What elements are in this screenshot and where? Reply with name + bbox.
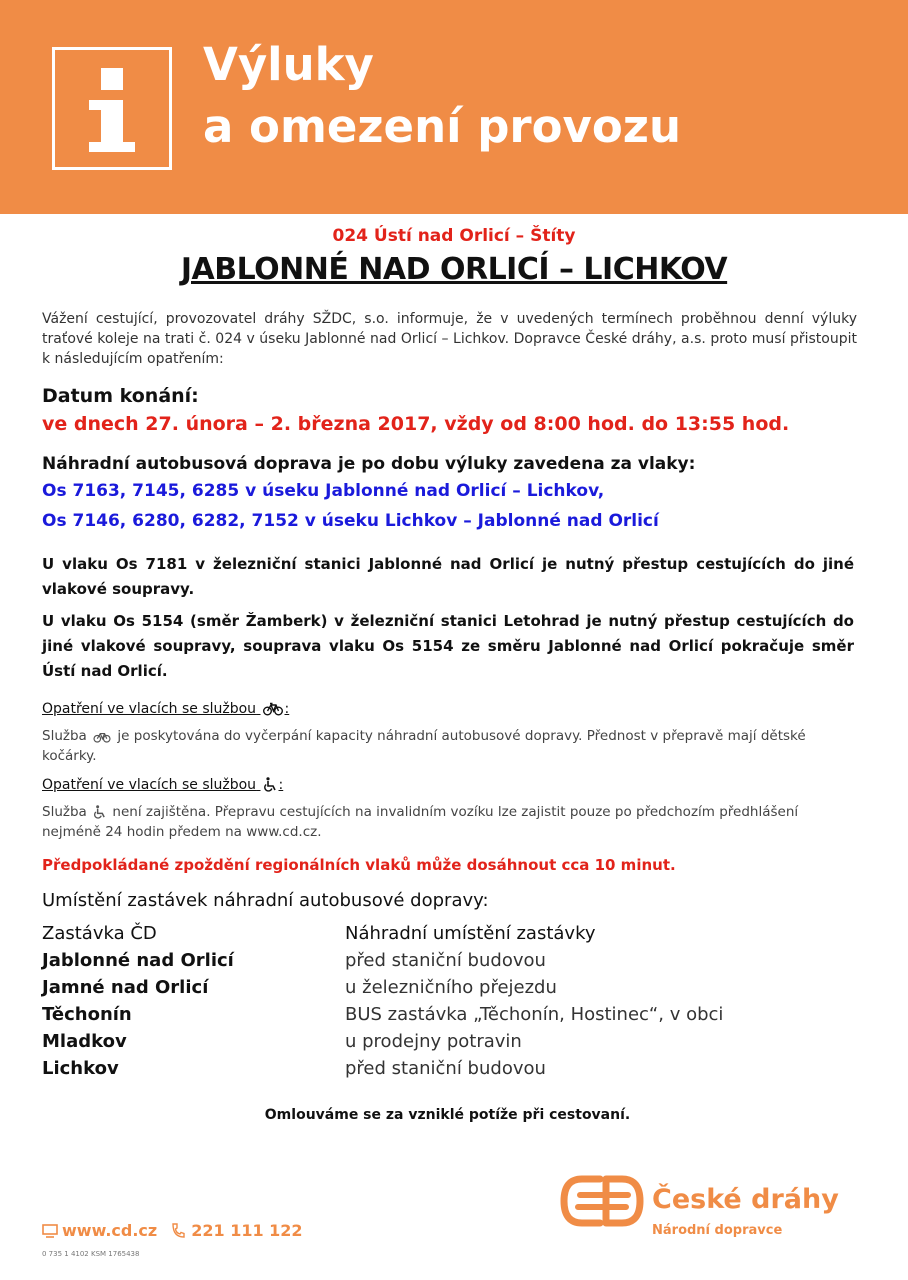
bike-service-heading-text: Opatření ve vlacích se službou (42, 701, 257, 717)
stop-station: Mladkov (42, 1031, 127, 1052)
route-label: 024 Ústí nad Orlicí – Štíty (332, 226, 576, 246)
footer-code: 0 735 1 4102 KSM 1765438 (42, 1250, 140, 1258)
header-title-line2: a omezení provozu (203, 100, 681, 153)
footer-phone: 221 111 122 (191, 1221, 303, 1240)
computer-icon (42, 1224, 58, 1238)
stop-location: u železničního přejezdu (345, 977, 557, 998)
date-value: ve dnech 27. února – 2. března 2017, vždy od 8:00 hod. do 13:55 hod. (42, 413, 790, 435)
brand-subtitle: Národní dopravce (652, 1223, 783, 1238)
apology-text: Omlouváme se za vzniklé potíže při cestovaní. (264, 1107, 631, 1123)
phone-icon (171, 1223, 185, 1238)
date-label: Datum konání: (42, 385, 199, 407)
header-banner (0, 0, 908, 214)
wheelchair-service-text (42, 802, 832, 842)
bike-service-heading: Opatření ve vlacích se službou : (42, 701, 290, 717)
notice-transfer-7181: U vlaku Os 7181 v železniční stanici Jablonné nad Orlicí je nutný přestup cestujících do jiné vlakové soupravy. (42, 555, 854, 598)
stops-column-station: Zastávka ČD (42, 923, 157, 944)
wheelchair-service-text-a: Služba (42, 804, 87, 820)
notice-transfer-5154: U vlaku Os 5154 (směr Žamberk) v železniční stanici Letohrad je nutný přestup cestujících do jiné vlakové soupravy, souprava vlaku Os 5154 ze směru Jablonné nad Orlicí pokračuje směr Ústí nad Orlicí. (42, 612, 854, 680)
stops-heading: Umístění zastávek náhradní autobusové dopravy: (42, 890, 489, 911)
wheelchair-service-heading-text: Opatření ve vlacích se službou (42, 777, 257, 793)
stop-station: Jablonné nad Orlicí (42, 950, 234, 971)
wheelchair-icon (263, 777, 277, 792)
info-icon (52, 47, 172, 170)
table-row (42, 947, 842, 974)
table-row (42, 1055, 842, 1082)
stop-station: Těchonín (42, 1004, 132, 1025)
replacement-heading: Náhradní autobusová doprava je po dobu výluky zavedena za vlaky: (42, 454, 696, 474)
table-row (42, 1001, 842, 1028)
wheelchair-service-text-b: není zajištěna. Přepravu cestujících na invalidním vozíku lze zajistit pouze po předchozím předhlášení nejméně 24 hodin předem na www.cd.cz. (42, 804, 799, 840)
bicycle-icon (263, 702, 283, 716)
stops-column-location: Náhradní umístění zastávky (345, 923, 596, 944)
stops-table-header (42, 920, 842, 947)
footer-contact (42, 1221, 311, 1240)
cd-logo (560, 1175, 644, 1227)
page-title: JABLONNÉ NAD ORLICÍ – LICHKOV (180, 252, 728, 287)
footer-web[interactable]: www.cd.cz (62, 1221, 158, 1240)
stop-location: před staniční budovou (345, 950, 546, 971)
stop-station: Lichkov (42, 1058, 119, 1079)
header-title (203, 34, 681, 158)
bike-service-text-a: Služba (42, 728, 87, 744)
header-title-line1: Výluky (203, 38, 374, 91)
stops-table (42, 920, 842, 1082)
replacement-line-1: Os 7163, 7145, 6285 v úseku Jablonné nad Orlicí – Lichkov, (42, 481, 605, 501)
table-row (42, 974, 842, 1001)
stop-location: u prodejny potravin (345, 1031, 522, 1052)
stop-location: před staniční budovou (345, 1058, 546, 1079)
wheelchair-icon (93, 805, 106, 819)
bike-service-text (42, 726, 832, 766)
table-row (42, 1028, 842, 1055)
brand-name: České dráhy (652, 1184, 839, 1215)
delay-notice: Předpokládané zpoždění regionálních vlaků může dosáhnout cca 10 minut. (42, 856, 676, 874)
bike-service-text-b: je poskytována do vyčerpání kapacity náhradní autobusové dopravy. Přednost v přepravě mají dětské kočárky. (42, 728, 806, 764)
stop-station: Jamné nad Orlicí (42, 977, 209, 998)
intro-paragraph: Vážení cestující, provozovatel dráhy SŽDC, s.o. informuje, že v uvedených termínech proběhnou denní výluky traťové koleje na trati č. 024 v úseku Jablonné nad Orlicí – Lichkov. Dopravce České dráhy, a.s. proto musí přistoupit k následujícím opatřením: (42, 311, 857, 367)
wheelchair-service-heading: Opatření ve vlacích se službou : (42, 777, 284, 793)
stop-location: BUS zastávka „Těchonín, Hostinec“, v obci (345, 1004, 724, 1025)
bicycle-icon (93, 731, 111, 743)
replacement-line-2: Os 7146, 6280, 6282, 7152 v úseku Lichkov – Jablonné nad Orlicí (42, 511, 659, 531)
